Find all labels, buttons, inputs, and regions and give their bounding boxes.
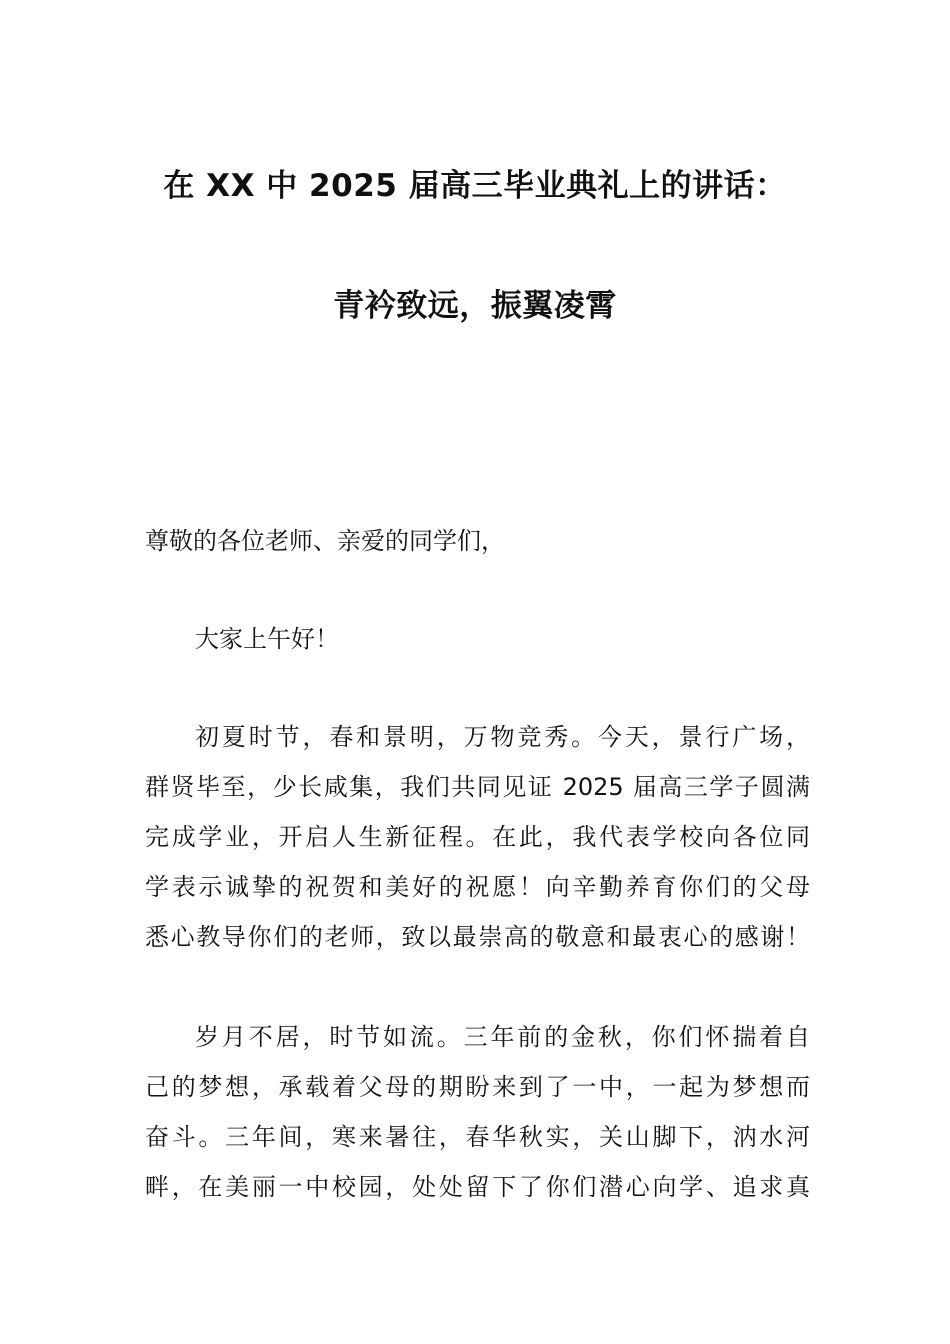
speech-subtitle: 青衿致远，振翼凌霄: [333, 288, 617, 324]
paragraph-2-line: 奋斗。三年间，寒来暑往，春华秋实，关山脚下，汭水河: [145, 1123, 810, 1151]
paragraph-1-line: 悉心教导你们的老师，致以最崇高的敬意和最衷心的感谢！: [145, 923, 810, 951]
salutation-text: 尊敬的各位老师、亲爱的同学们，: [145, 527, 505, 555]
paragraph-1-line: 学表示诚挚的祝贺和美好的祝愿！向辛勤养育你们的父母: [145, 873, 810, 901]
paragraph-1-line: 完成学业，开启人生新征程。在此，我代表学校向各位同: [145, 823, 810, 851]
paragraph-1: [145, 712, 810, 962]
greeting-text: 大家上午好！: [195, 625, 339, 653]
greeting: [145, 614, 810, 664]
paragraph-2: [145, 1012, 810, 1212]
paragraph-2-line: 己的梦想，承载着父母的期盼来到了一中，一起为梦想而: [145, 1073, 810, 1101]
paragraph-1-line: 初夏时节，春和景明，万物竞秀。今天，景行广场，: [195, 723, 810, 751]
paragraph-1-line: 群贤毕至，少长咸集，我们共同见证 2025 届高三学子圆满: [145, 773, 810, 801]
salutation: [145, 516, 810, 566]
speech-title: 在 XX 中 2025 届高三毕业典礼上的讲话：: [163, 168, 787, 204]
paragraph-2-line: 岁月不居，时节如流。三年前的金秋，你们怀揣着自: [195, 1023, 810, 1051]
paragraph-2-line: 畔，在美丽一中校园，处处留下了你们潜心向学、追求真: [145, 1173, 810, 1201]
